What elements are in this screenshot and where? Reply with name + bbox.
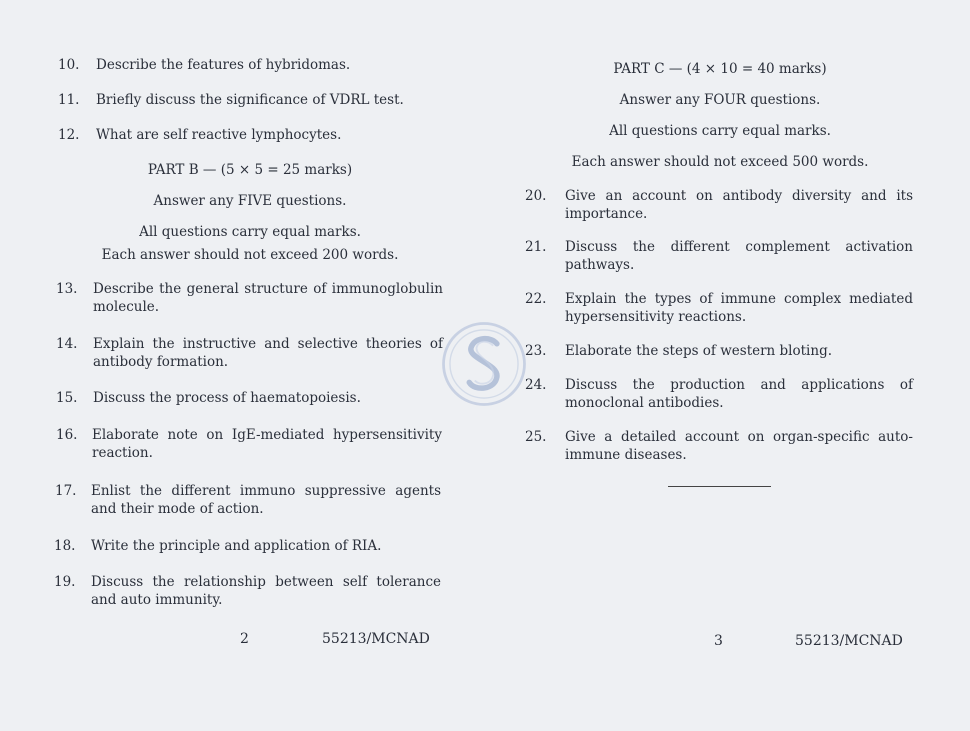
question-text: Give a detailed account on organ-specific auto-immune diseases. xyxy=(565,429,913,463)
question-text: Elaborate note on IgE-mediated hypersensitivity reaction. xyxy=(92,427,442,461)
question-number: 11. xyxy=(58,92,80,108)
question-number: 16. xyxy=(56,427,78,443)
question-text: Write the principle and application of RIA. xyxy=(91,538,382,554)
paper-code: 55213/MCNAD xyxy=(795,633,903,649)
part-c-heading: PART C — (4 × 10 = 40 marks) xyxy=(613,61,827,77)
question-text: Discuss the different complement activation pathways. xyxy=(565,239,913,273)
question-number: 19. xyxy=(54,574,76,590)
question-number: 20. xyxy=(525,188,547,204)
question-number: 15. xyxy=(56,390,78,406)
question-text: Elaborate the steps of western bloting. xyxy=(565,343,833,359)
question-number: 21. xyxy=(525,239,547,255)
question-text: Give an account on antibody diversity and its importance. xyxy=(565,188,913,222)
question-text: Enlist the different immuno suppressive agents and their mode of action. xyxy=(91,483,441,517)
question-number: 12. xyxy=(58,127,80,143)
question-number: 10. xyxy=(58,57,80,73)
part-b-heading: PART B — (5 × 5 = 25 marks) xyxy=(147,162,353,178)
question-text: Describe the features of hybridomas. xyxy=(96,57,351,73)
question-text: Briefly discuss the significance of VDRL test. xyxy=(96,92,404,108)
part-c-instruction-2: All questions carry equal marks. xyxy=(609,123,831,139)
paper-code: 55213/MCNAD xyxy=(322,631,430,647)
page-number: 3 xyxy=(714,633,723,649)
question-text: Discuss the production and applications of monoclonal antibodies. xyxy=(565,377,913,411)
question-number: 24. xyxy=(525,377,547,393)
page-number: 2 xyxy=(240,631,249,647)
part-b-instruction-2: All questions carry equal marks. xyxy=(139,224,361,240)
question-number: 13. xyxy=(56,281,78,297)
question-number: 25. xyxy=(525,429,547,445)
end-rule xyxy=(668,486,771,487)
question-text: Discuss the relationship between self tolerance and auto immunity. xyxy=(91,574,441,608)
part-b-instruction-1: Answer any FIVE questions. xyxy=(153,193,347,209)
question-number: 22. xyxy=(525,291,547,307)
question-number: 17. xyxy=(55,483,77,499)
question-text: Explain the instructive and selective theories of antibody formation. xyxy=(93,336,443,370)
question-number: 18. xyxy=(54,538,76,554)
right-page xyxy=(485,0,970,731)
question-text: Describe the general structure of immunoglobulin molecule. xyxy=(93,281,443,315)
question-number: 23. xyxy=(525,343,547,359)
part-c-instruction-3: Each answer should not exceed 500 words. xyxy=(571,154,869,170)
question-text: Explain the types of immune complex mediated hypersensitivity reactions. xyxy=(565,291,913,325)
question-number: 14. xyxy=(56,336,78,352)
part-c-instruction-1: Answer any FOUR questions. xyxy=(619,92,821,108)
question-text: Discuss the process of haematopoiesis. xyxy=(93,390,361,406)
part-b-instruction-3: Each answer should not exceed 200 words. xyxy=(101,247,399,263)
question-text: What are self reactive lymphocytes. xyxy=(96,127,342,143)
